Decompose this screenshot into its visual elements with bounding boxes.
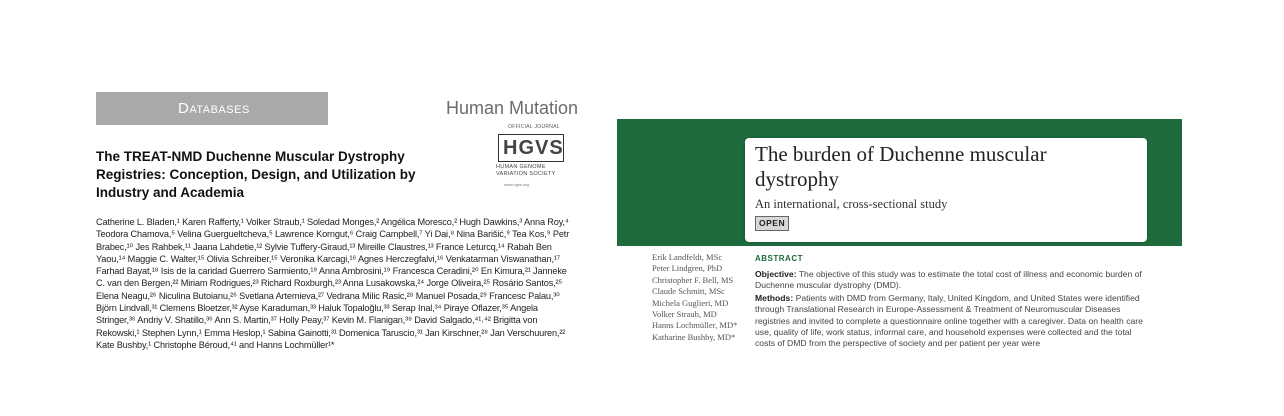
author-list: Catherine L. Bladen,¹ Karen Rafferty,¹ Volker Straub,¹ Soledad Monges,² Angélica Moresco,² Hugh Dawkins,³ Anna Roy,⁴ Teodora Chamova,⁵ Velina Guergueltcheva,⁵ Lawrence Korngut,⁶ Craig Campbell,⁷ Yi Dai,⁸ Nina Barišić,⁹ Tea Kos,⁹ Petr Brabec,¹⁰ Jes Rahbek,¹¹ Jaana Lahdetie,¹² Sylvie Tuffery-Giraud,¹³ Mireille Claustres,¹³ France Leturcq,¹⁴ Rabah Ben Yaou,¹⁴ Maggie C. Walter,¹⁵ Olivia Schreiber,¹⁵ Veronika Karcagi,¹⁶ Agnes Herczegfalvi,¹⁶ Venkatarman Viswanathan,¹⁷ Farhad Bayat,¹⁸ Isis de la caridad Guerrero Sarmiento,¹⁹ Anna Ambrosini,¹⁹ Francesca Ceradini,²⁰ En Kimura,²¹ Janneke C. van den Bergen,²² Miriam Rodrigues,²³ Richard Roxburgh,²³ Anna Lusakowska,²⁴ Jorge Oliveira,²⁵ Rosário Santos,²⁵ Elena Neagu,²⁶ Niculina Butoianu,²⁶ Svetlana Artemieva,²⁷ Vedrana Milic Rasic,²⁸ Manuel Posada,²⁹ Francesc Palau,³⁰ Björn Lindvall,³¹ Clemens Bloetzer,³² Ayse Karaduman,³³ Haluk Topaloğlu,³³ Serap Inal,³⁴ Piraye Oflazer,³⁵ Angela Stringer,³⁶ Andriy V. Shatillo,³⁶ Ann S. Martin,³⁷ Holly Peay,³⁷ Kevin M. Flanigan,³⁸ David Salgado,⁴¹˒⁴² Brigitta von Rekowski,¹ Stephen Lynn,¹ Emma Heslop,¹ Sabina Gainotti,³¹ Domenica Taruscio,³¹ Jan Kirschner,²⁸ Jan Verschuuren,²² Kate Bushby,¹ Christophe Béroud,⁴¹ and Hanns Lochmüller¹* — [96, 217, 570, 350]
article-subtitle: An international, cross-sectional study — [755, 197, 948, 211]
methods-text: Patients with DMD from Germany, Italy, United Kingdom, and United States were identified through Translational Research in Europe-Assessment & Treatment of Neuromuscular Diseases registries and invited to complete a questionnaire online together with a caregiver. Data on health care use, quality of life, work status, informal care, and household expenses were collected and the total costs of DMD from the perspective of society and per patient per year were — [755, 292, 1143, 349]
methods-label: Methods: — [755, 292, 794, 303]
abstract — [755, 254, 1150, 354]
logo-official-journal: OFFICIAL JOURNAL — [508, 124, 560, 130]
logo-society-line-1: HUMAN GENOME — [496, 164, 546, 170]
hgvs-logo — [496, 124, 572, 190]
logo-acronym: HGVS — [498, 134, 564, 162]
author-name: Volker Straub, MD — [652, 309, 717, 320]
abstract-author-list — [652, 252, 750, 343]
author-name: Christopher F. Bell, MS — [652, 274, 734, 285]
author-name: Peter Lindgren, PhD — [652, 263, 723, 274]
open-access-badge: OPEN — [755, 216, 789, 231]
author-name: Katharine Bushby, MD* — [652, 331, 736, 342]
neurology-article — [600, 0, 1284, 416]
author-name: Claude Schmitt, MSc — [652, 286, 725, 297]
abstract-heading: ABSTRACT — [755, 254, 803, 263]
logo-url: www.hgvs.org — [504, 182, 529, 187]
author-name: Hanns Lochmüller, MD* — [652, 320, 738, 331]
objective-text: The objective of this study was to estimate the total cost of illness and economic burden of Duchenne muscular dystrophy (DMD). — [755, 269, 1142, 291]
author-name: Erik Landfeldt, MSc — [652, 252, 723, 262]
section-banner: Databases — [96, 92, 328, 125]
title-card — [745, 138, 1147, 242]
paper-title: The TREAT-NMD Duchenne Muscular Dystrophy Registries: Conception, Design, and Utilization by Industry and Academia — [96, 149, 416, 200]
objective-label: Objective: — [755, 269, 797, 279]
abstract-objective — [755, 269, 1150, 292]
author-name: Michela Guglieri, MD — [652, 297, 729, 308]
article-title: The burden of Duchenne muscular dystrophy — [755, 142, 1047, 191]
logo-society-name — [496, 164, 572, 177]
journal-name: Human Mutation — [446, 98, 579, 118]
logo-society-line-2: VARIATION SOCIETY — [496, 170, 556, 177]
human-mutation-article — [0, 0, 600, 416]
abstract-methods — [755, 293, 1150, 350]
